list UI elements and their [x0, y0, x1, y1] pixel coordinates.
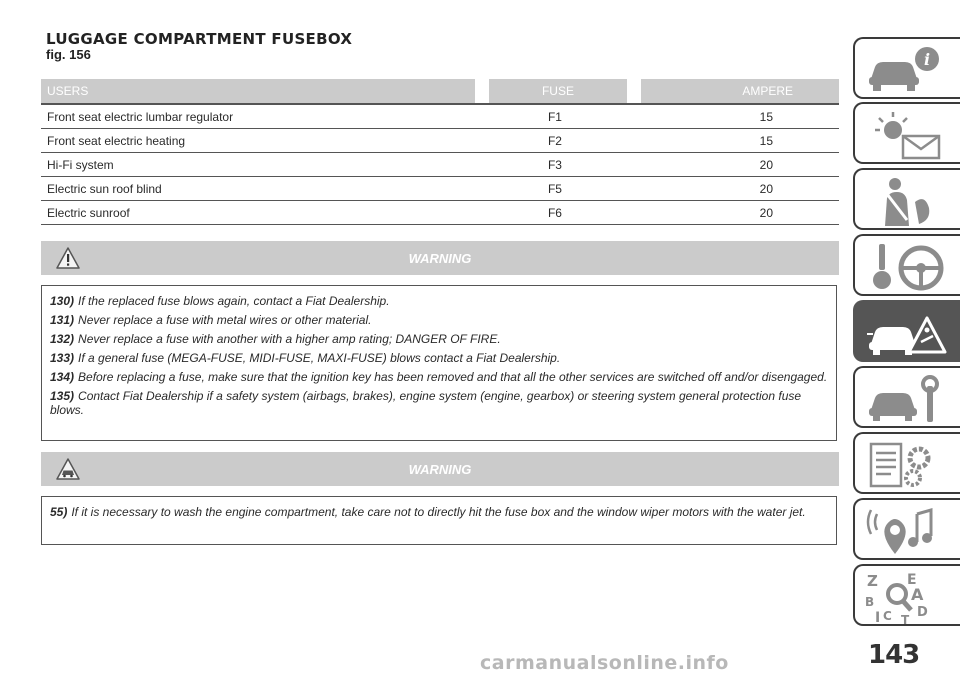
svg-text:i: i [924, 50, 931, 69]
cell-users: Front seat electric heating [41, 129, 475, 153]
cell-ampere: 20 [641, 153, 839, 177]
tab-car-info[interactable] [853, 37, 960, 99]
table-row [41, 177, 839, 201]
seatbelt-airbag-icon [865, 174, 951, 228]
cell-users: Electric sunroof [41, 201, 475, 225]
svg-text:T: T [901, 613, 910, 624]
cell-fuse: F5 [489, 177, 627, 201]
warning-item: 131) Never replace a fuse with metal wires or other material. [50, 313, 372, 327]
tab-warning-lights[interactable] [853, 102, 960, 164]
specs-gears-icon [865, 438, 951, 492]
svg-text:E: E [907, 572, 917, 588]
tab-technical-specifications[interactable] [853, 432, 960, 494]
tab-index[interactable] [853, 564, 960, 626]
index-search-icon [865, 570, 951, 624]
warning-lights-icon [865, 108, 951, 162]
svg-text:D: D [917, 605, 928, 620]
cell-fuse: F1 [489, 104, 627, 129]
warning-box-2 [41, 496, 837, 545]
page-title: LUGGAGE COMPARTMENT FUSEBOX [46, 30, 353, 48]
warning-item: 135) Contact Fiat Dealership if a safety system (airbags, brakes), engine system (engine, gearbox) or steering system general protection fuse blows. [50, 389, 802, 417]
warning-item: 132) Never replace a fuse with another with a higher amp rating; DANGER OF FIRE. [50, 332, 501, 346]
tab-service-maintenance[interactable] [853, 366, 960, 428]
cell-ampere: 20 [641, 201, 839, 225]
warning-heading: WARNING [408, 251, 472, 266]
cell-users: Hi-Fi system [41, 153, 475, 177]
tab-starting-driving[interactable] [853, 234, 960, 296]
car-service-wrench-icon [865, 372, 951, 426]
cell-ampere: 15 [641, 129, 839, 153]
tab-multimedia[interactable] [853, 498, 960, 560]
table-row [41, 104, 839, 129]
cell-ampere: 15 [641, 104, 839, 129]
figure-reference: fig. 156 [46, 47, 91, 62]
tab-safety[interactable] [853, 168, 960, 230]
column-header-ampere: AMPERE [641, 79, 839, 104]
warning-item: 130) If the replaced fuse blows again, contact a Fiat Dealership. [50, 294, 390, 308]
cell-users: Front seat electric lumbar regulator [41, 104, 475, 129]
fuse-table [41, 79, 839, 225]
page-number: 143 [868, 640, 920, 670]
warning-item: 55) If it is necessary to wash the engine compartment, take care not to directly hit the fuse box and the window wiper motors with the water jet. [50, 505, 806, 519]
warning-item: 134) Before replacing a fuse, make sure that the ignition key has been removed and that all the other services are switched off and/or disengaged. [50, 370, 828, 384]
table-row [41, 153, 839, 177]
column-header-users: USERS [41, 79, 475, 104]
warning-box-1 [41, 285, 837, 441]
svg-text:C: C [883, 609, 892, 623]
table-row [41, 129, 839, 153]
watermark: carmanualsonline.info [480, 652, 729, 674]
cell-ampere: 20 [641, 177, 839, 201]
svg-text:B: B [865, 595, 875, 609]
svg-text:Z: Z [867, 572, 878, 590]
multimedia-icon [865, 504, 951, 558]
cell-fuse: F6 [489, 201, 627, 225]
cell-fuse: F3 [489, 153, 627, 177]
car-info-icon [865, 43, 951, 97]
warning-header-2 [41, 452, 839, 486]
svg-text:I: I [875, 610, 881, 624]
cell-fuse: F2 [489, 129, 627, 153]
cell-users: Electric sun roof blind [41, 177, 475, 201]
warning-heading: WARNING [408, 462, 472, 477]
table-header-row [41, 79, 839, 104]
table-row [41, 201, 839, 225]
tab-emergency[interactable] [853, 300, 960, 362]
warning-header-1 [41, 241, 839, 275]
car-emergency-icon [865, 306, 951, 360]
svg-text:A: A [911, 585, 924, 604]
warning-item: 133) If a general fuse (MEGA-FUSE, MIDI-FUSE, MAXI-FUSE) blows contact a Fiat Dealership. [50, 351, 561, 365]
column-header-fuse: FUSE [489, 79, 627, 104]
key-steering-wheel-icon [865, 240, 951, 294]
